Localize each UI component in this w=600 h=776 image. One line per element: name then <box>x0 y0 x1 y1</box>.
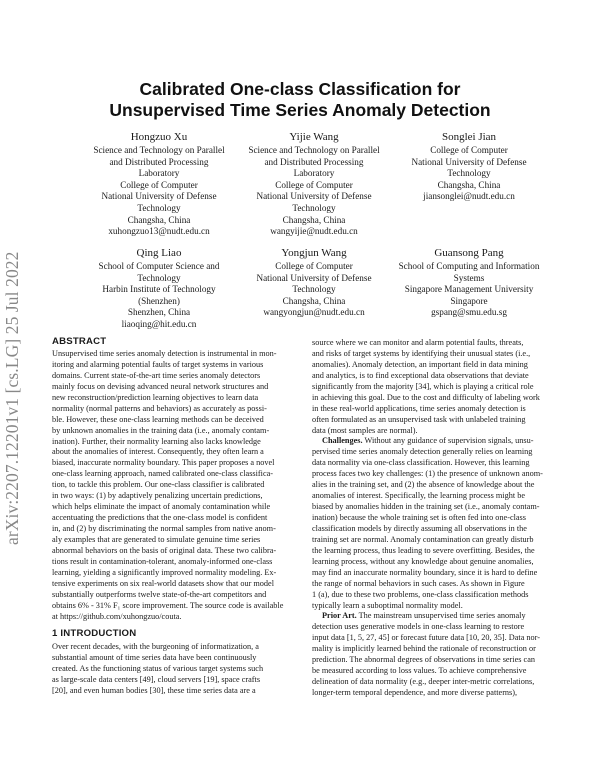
affiliation-line: National University of Defense <box>256 272 372 283</box>
affiliation-line: National University of Defense <box>411 156 527 167</box>
affiliation-line: National University of Defense <box>256 191 372 202</box>
affiliation-line: Changsha, China <box>437 179 501 190</box>
body-line: delineation of data normality (e.g., deeper inter-metric correlations, <box>312 677 535 687</box>
abstract-line: obtains 6% - 31% F₁ score improvement. The source code is available <box>52 600 284 610</box>
body-line: biased by anomalies hidden in the training set (i.e., anomaly contam- <box>312 502 540 512</box>
title-line-2: Unsupervised Time Series Anomaly Detection <box>109 100 491 120</box>
challenges-text: Without any guidance of supervision signals, unsu- <box>362 436 534 446</box>
affiliation-line: Technology <box>447 168 491 179</box>
body-line: process faces two key challenges: (1) the presence of unknown anom- <box>312 469 543 479</box>
abstract-line: at https://github.com/xuhongzuo/couta. <box>52 611 182 621</box>
author-name: Hongzuo Xu <box>130 131 188 143</box>
introduction-heading: 1 INTRODUCTION <box>52 628 137 640</box>
affiliation-line: Systems <box>453 272 485 283</box>
author-block <box>383 246 555 319</box>
challenges-paragraph <box>312 447 559 611</box>
abstract-line: ble. However, these one-class learning methods can be deceived <box>52 414 264 424</box>
affiliation-line: Technology <box>137 272 181 283</box>
abstract-line: mainly focus on devising advanced neural network structures and <box>52 381 269 391</box>
affiliation-line: Shenzhen, China <box>127 307 191 318</box>
title-line-1: Calibrated One-class Classification for <box>139 79 461 99</box>
author-name: Songlei Jian <box>441 131 497 143</box>
prior-art-first-line <box>312 611 559 622</box>
abstract-line: normality (normal patterns and behaviors) as accurately as possi- <box>52 403 267 413</box>
abstract-line: accentuating the predictions that the one-class model is confident <box>52 513 268 523</box>
body-line: prediction. The abnormal degrees of observations in time series can <box>312 655 535 665</box>
body-line: data (most samples are normal). <box>312 425 418 435</box>
introduction-line: Over recent decades, with the burgeoning of informatization, a <box>52 642 259 652</box>
author-email: wangyongjun@nudt.edu.cn <box>263 307 365 318</box>
arxiv-stamp: arXiv:2207.12201v1 [cs.LG] 25 Jul 2022 <box>2 251 22 545</box>
body-line: in achieving this goal. Due to the cost and difficulty of labeling work <box>312 392 540 402</box>
affiliation-line: Harbin Institute of Technology <box>102 284 216 295</box>
affiliation-line: (Shenzhen) <box>138 295 180 306</box>
affiliation-line: Technology <box>292 284 336 295</box>
body-line: in these real-world applications, time series anomaly detection is <box>312 403 526 413</box>
affiliation-line: Technology <box>137 202 181 213</box>
body-line: input data [1, 5, 27, 45] or forecast future data [10, 20, 35]. Data nor- <box>312 633 541 643</box>
body-line: pervised time series anomaly detection generally relies on learning <box>312 447 533 457</box>
abstract-line: in two ways: (1) by adaptively penalizing uncertain predictions, <box>52 491 263 501</box>
right-column <box>312 338 559 699</box>
affiliation-line: Singapore Management University <box>404 284 534 295</box>
abstract-line: abnormal behaviors on the basis of original data. These two calibra- <box>52 545 277 555</box>
body-line: and risks of target systems by identifying their unusual states (i.e., <box>312 348 531 358</box>
introduction-line: substantial amount of time series data have been continuously <box>52 653 257 663</box>
affiliation-line: Laboratory <box>138 168 180 179</box>
affiliation-line: and Distributed Processing <box>264 156 364 167</box>
motivation-paragraph <box>312 338 559 436</box>
author-block <box>228 130 400 238</box>
author-block <box>73 130 245 238</box>
abstract-line: itoring and alarming potential faults of target systems in various <box>52 359 264 369</box>
abstract-line: domains. Current state-of-the-art time series anomaly detectors <box>52 370 261 380</box>
body-line: training set are normal. Anomaly contamination can greatly disturb <box>312 534 534 544</box>
abstract-line: about the anomalies of interest. Consequently, they often learn a <box>52 447 264 457</box>
introduction-line: created. As the functioning status of various target systems such <box>52 664 264 674</box>
affiliation-line: College of Computer <box>430 145 508 155</box>
abstract-line: tion, to tackle this problem. Our one-class classifier is calibrated <box>52 480 265 490</box>
abstract-line: in, and (2) by discriminating the normal samples from native anom- <box>52 524 276 533</box>
author-name: Yongjun Wang <box>281 247 347 259</box>
prior-art-label: Prior Art. <box>322 611 357 621</box>
body-line: the range of normal behaviors in such cases. As shown in Figure <box>312 578 525 588</box>
abstract-line: tensive experiments on six real-world datasets show that our model <box>52 578 275 588</box>
body-line: data normality via one-class classification. However, this learning <box>312 458 530 468</box>
author-name: Yijie Wang <box>289 131 339 143</box>
body-line: 1 (a), due to these two problems, one-class classification methods <box>312 589 529 599</box>
introduction-body <box>52 642 299 697</box>
body-line: may find an inaccurate normality boundary, since it is hard to define <box>312 567 538 577</box>
introduction-line: [20], and even human bodies [30], these time series data are a <box>52 686 256 696</box>
body-line: be measured according to loss values. To achieve comprehensive <box>312 666 527 676</box>
abstract-line: which helps eliminate the impact of anomaly contamination while <box>52 502 271 512</box>
body-line: source where we can monitor and alarm potential faults, threats, <box>312 338 524 347</box>
abstract-line: new reconstruction/prediction learning objectives to learn data <box>52 392 259 402</box>
affiliation-line: Singapore <box>450 295 488 306</box>
introduction-line: as large-scale data centers [49], cloud servers [19], space crafts <box>52 675 261 685</box>
abstract-line: biased, inaccurate normality boundary. This paper proposes a novel <box>52 458 275 468</box>
paper-title <box>40 79 560 121</box>
body-line: mality is implicitly learned behind the rationale of reconstruction or <box>312 644 536 654</box>
affiliation-line: Science and Technology on Parallel <box>93 145 225 155</box>
body-line: ination) because the whole training set is often fed into one-class <box>312 513 526 522</box>
abstract-line: substantially outperforms twelve state-of-the-art competitors and <box>52 589 267 599</box>
author-block <box>73 246 245 331</box>
author-block <box>383 130 555 203</box>
abstract-line: tions result in contamination-tolerant, anomaly-informed one-class <box>52 556 273 566</box>
left-column <box>52 336 299 697</box>
affiliation-line: Science and Technology on Parallel <box>248 145 380 155</box>
body-line: longer-term temporal dependence, and more diverse patterns), <box>312 688 518 697</box>
challenges-label: Challenges. <box>322 436 363 446</box>
abstract-line: learning, yielding a significantly improved normality modeling. Ex- <box>52 567 277 577</box>
affiliation-line: and Distributed Processing <box>109 156 209 167</box>
affiliation-line: Changsha, China <box>282 295 346 306</box>
prior-art-paragraph <box>312 622 559 699</box>
body-line: the learning process, thus leading to severe overfitting. Besides, the <box>312 545 535 555</box>
body-line: significantly from the majority [34], which is playing a critical role <box>312 381 534 391</box>
body-line: anomalies of interest. Specifically, the learning process might be <box>312 491 525 501</box>
affiliation-line: School of Computer Science and <box>98 261 220 271</box>
affiliation-line: Changsha, China <box>127 214 191 225</box>
affiliation-line: College of Computer <box>275 179 353 190</box>
body-line: typically learn a suboptimal normality model. <box>312 600 463 610</box>
author-email: xuhongzuo13@nudt.edu.cn <box>108 226 210 237</box>
body-line: learning process, without any knowledge about genuine anomalies, <box>312 556 534 566</box>
abstract-heading: ABSTRACT <box>52 336 107 347</box>
body-line: anomalies). Anomaly detection, an important field in data mining <box>312 359 528 369</box>
body-line: detection uses generative models in one-class learning to restore <box>312 622 525 632</box>
abstract-line: by unknown anomalies in the training data (i.e., anomaly contam- <box>52 425 270 435</box>
affiliation-line: College of Computer <box>275 261 353 271</box>
author-email: jiansonglei@nudt.edu.cn <box>423 191 515 202</box>
author-email: liaoqing@hit.edu.cn <box>121 318 197 329</box>
body-line: classification models by directly assuming all observations in the <box>312 523 527 533</box>
affiliation-line: Laboratory <box>293 168 335 179</box>
abstract-body <box>52 349 299 622</box>
affiliation-line: Technology <box>292 202 336 213</box>
affiliation-line: Changsha, China <box>282 214 346 225</box>
author-email: wangyijie@nudt.edu.cn <box>270 226 358 237</box>
affiliation-line: National University of Defense <box>101 191 217 202</box>
abstract-line: ination). Further, their normality learning also lacks knowledge <box>52 436 261 446</box>
challenges-first-line <box>312 436 559 447</box>
author-email: gspang@smu.edu.sg <box>431 307 507 318</box>
affiliation-line: School of Computing and Information <box>398 261 540 271</box>
affiliation-line: College of Computer <box>120 179 198 190</box>
body-line: and analytics, is to find exceptional data observations that deviate <box>312 370 529 380</box>
abstract-line: one-class learning approach, named calibrated one-class classifica- <box>52 469 274 479</box>
author-block <box>228 246 400 319</box>
abstract-line: Unsupervised time series anomaly detection is instrumental in mon- <box>52 349 277 358</box>
abstract-line: aly examples that are generated to simulate genuine time series <box>52 534 261 544</box>
body-line: often formulated as an unsupervised task with unlabeled training <box>312 414 526 424</box>
author-name: Guansong Pang <box>434 247 504 259</box>
author-name: Qing Liao <box>136 247 182 259</box>
body-line: alies in the training set, and (2) the absence of knowledge about the <box>312 480 535 490</box>
prior-art-text: The mainstream unsupervised time series anomaly <box>356 611 526 621</box>
